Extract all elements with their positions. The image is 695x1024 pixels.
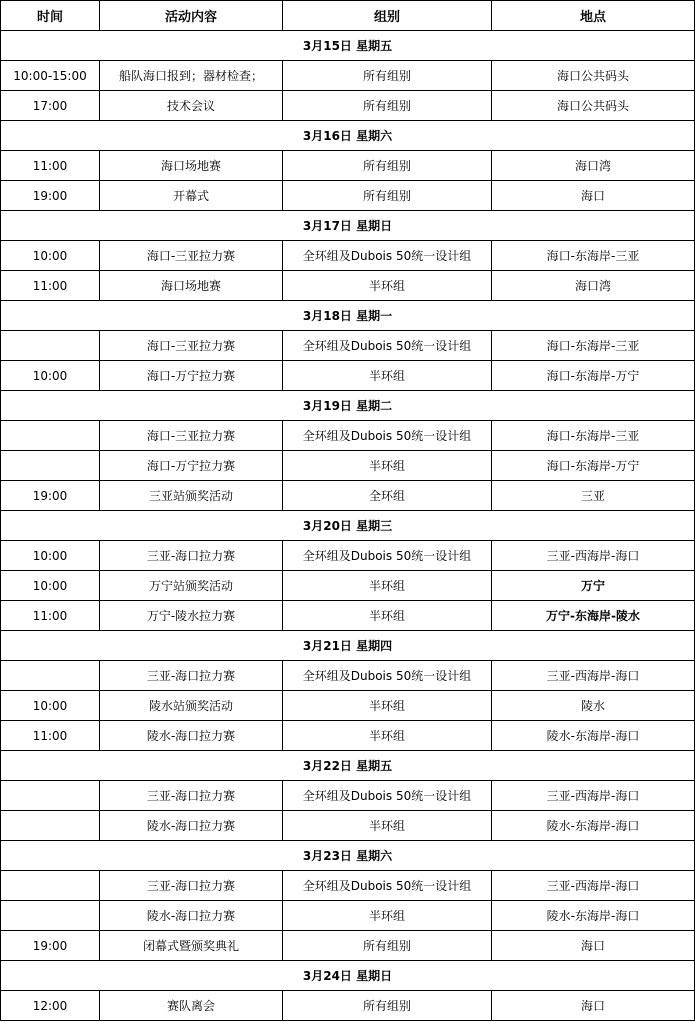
cell-group: 半环组 [283,571,492,601]
date-row [1,511,695,541]
date-row [1,211,695,241]
table-row [1,361,695,391]
cell-activity: 三亚-海口拉力赛 [100,541,283,571]
cell-activity: 三亚-海口拉力赛 [100,871,283,901]
cell-location: 海口-东海岸-三亚 [492,241,695,271]
cell-location: 海口-东海岸-万宁 [492,361,695,391]
table-row [1,931,695,961]
cell-activity: 开幕式 [100,181,283,211]
cell-group: 半环组 [283,691,492,721]
cell-location: 陵水 [492,691,695,721]
cell-time [1,661,100,691]
cell-location: 万宁-东海岸-陵水 [492,601,695,631]
date-label: 3月23日 星期六 [1,841,695,871]
header-location: 地点 [492,1,695,31]
cell-activity: 陵水-海口拉力赛 [100,721,283,751]
cell-time [1,331,100,361]
cell-group: 全环组及Dubois 50统一设计组 [283,421,492,451]
cell-location: 陵水-东海岸-海口 [492,811,695,841]
cell-location: 海口 [492,931,695,961]
date-label: 3月15日 星期五 [1,31,695,61]
date-label: 3月20日 星期三 [1,511,695,541]
cell-time [1,871,100,901]
table-row [1,481,695,511]
cell-activity: 技术会议 [100,91,283,121]
cell-location: 海口湾 [492,271,695,301]
cell-group: 所有组别 [283,931,492,961]
table-row [1,181,695,211]
cell-time: 11:00 [1,721,100,751]
date-label: 3月19日 星期二 [1,391,695,421]
date-label: 3月18日 星期一 [1,301,695,331]
cell-group: 所有组别 [283,181,492,211]
cell-time: 10:00 [1,361,100,391]
cell-time: 10:00 [1,691,100,721]
cell-time: 19:00 [1,181,100,211]
cell-group: 半环组 [283,901,492,931]
cell-group: 所有组别 [283,91,492,121]
date-label: 3月16日 星期六 [1,121,695,151]
cell-location: 海口-东海岸-三亚 [492,331,695,361]
cell-group: 全环组及Dubois 50统一设计组 [283,241,492,271]
cell-group: 半环组 [283,811,492,841]
date-row [1,841,695,871]
cell-time: 10:00 [1,571,100,601]
cell-activity: 陵水-海口拉力赛 [100,901,283,931]
cell-time: 12:00 [1,991,100,1021]
cell-time: 10:00-15:00 [1,61,100,91]
cell-time: 10:00 [1,541,100,571]
table-row [1,331,695,361]
table-row [1,991,695,1021]
cell-time: 10:00 [1,241,100,271]
cell-time: 17:00 [1,91,100,121]
cell-activity: 闭幕式暨颁奖典礼 [100,931,283,961]
cell-time [1,451,100,481]
cell-location: 海口 [492,181,695,211]
date-row [1,31,695,61]
schedule-body [1,31,695,1021]
table-row [1,721,695,751]
cell-group: 半环组 [283,451,492,481]
cell-activity: 三亚-海口拉力赛 [100,661,283,691]
date-label: 3月17日 星期日 [1,211,695,241]
cell-location: 海口湾 [492,151,695,181]
cell-activity: 海口场地赛 [100,151,283,181]
cell-group: 半环组 [283,361,492,391]
cell-time [1,421,100,451]
cell-location: 海口-东海岸-三亚 [492,421,695,451]
cell-time: 11:00 [1,151,100,181]
table-row [1,271,695,301]
cell-location: 三亚-西海岸-海口 [492,661,695,691]
table-row [1,661,695,691]
cell-time: 11:00 [1,271,100,301]
table-row [1,421,695,451]
table-row [1,91,695,121]
cell-location: 三亚-西海岸-海口 [492,781,695,811]
cell-location: 海口公共码头 [492,61,695,91]
cell-group: 全环组及Dubois 50统一设计组 [283,871,492,901]
cell-location: 海口-东海岸-万宁 [492,451,695,481]
cell-activity: 三亚-海口拉力赛 [100,781,283,811]
cell-location: 三亚 [492,481,695,511]
cell-activity: 海口-三亚拉力赛 [100,421,283,451]
cell-activity: 万宁-陵水拉力赛 [100,601,283,631]
cell-time [1,811,100,841]
cell-location: 陵水-东海岸-海口 [492,721,695,751]
cell-time: 11:00 [1,601,100,631]
header-activity: 活动内容 [100,1,283,31]
cell-time: 19:00 [1,931,100,961]
cell-group: 半环组 [283,271,492,301]
cell-location: 三亚-西海岸-海口 [492,871,695,901]
date-row [1,751,695,781]
cell-group: 所有组别 [283,991,492,1021]
cell-activity: 赛队离会 [100,991,283,1021]
cell-group: 全环组及Dubois 50统一设计组 [283,661,492,691]
cell-time: 19:00 [1,481,100,511]
cell-group: 半环组 [283,601,492,631]
table-row [1,781,695,811]
cell-group: 全环组 [283,481,492,511]
cell-activity: 陵水站颁奖活动 [100,691,283,721]
cell-group: 所有组别 [283,151,492,181]
table-row [1,691,695,721]
date-row [1,301,695,331]
table-row [1,871,695,901]
cell-location: 海口公共码头 [492,91,695,121]
cell-activity: 海口-三亚拉力赛 [100,331,283,361]
cell-location: 陵水-东海岸-海口 [492,901,695,931]
cell-activity: 海口场地赛 [100,271,283,301]
cell-group: 所有组别 [283,61,492,91]
table-row [1,901,695,931]
date-row [1,631,695,661]
cell-location: 海口 [492,991,695,1021]
cell-activity: 海口-万宁拉力赛 [100,361,283,391]
cell-location: 万宁 [492,571,695,601]
table-row [1,451,695,481]
date-label: 3月22日 星期五 [1,751,695,781]
date-row [1,391,695,421]
cell-time [1,901,100,931]
cell-activity: 海口-三亚拉力赛 [100,241,283,271]
cell-group: 全环组及Dubois 50统一设计组 [283,541,492,571]
cell-activity: 陵水-海口拉力赛 [100,811,283,841]
table-row [1,811,695,841]
cell-activity: 三亚站颁奖活动 [100,481,283,511]
cell-group: 半环组 [283,721,492,751]
cell-group: 全环组及Dubois 50统一设计组 [283,331,492,361]
table-row [1,241,695,271]
date-row [1,121,695,151]
header-time: 时间 [1,1,100,31]
cell-group: 全环组及Dubois 50统一设计组 [283,781,492,811]
table-row [1,61,695,91]
cell-time [1,781,100,811]
table-row [1,601,695,631]
date-label: 3月24日 星期日 [1,961,695,991]
header-row [1,1,695,31]
cell-activity: 船队海口报到；器材检查； [100,61,283,91]
table-row [1,571,695,601]
cell-activity: 海口-万宁拉力赛 [100,451,283,481]
date-label: 3月21日 星期四 [1,631,695,661]
cell-location: 三亚-西海岸-海口 [492,541,695,571]
cell-activity: 万宁站颁奖活动 [100,571,283,601]
header-group: 组别 [283,1,492,31]
table-row [1,541,695,571]
date-row [1,961,695,991]
table-row [1,151,695,181]
